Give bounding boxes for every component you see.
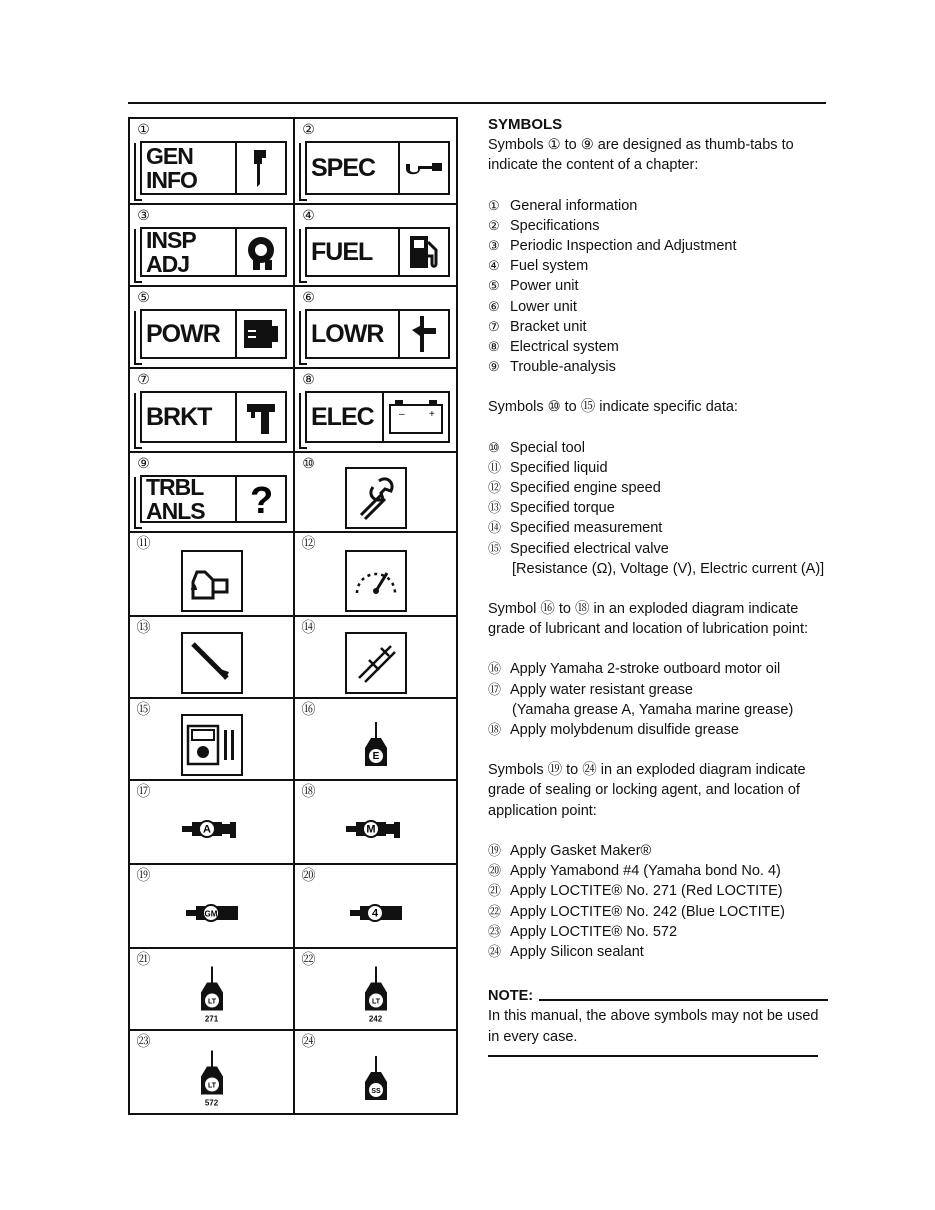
list-item: ⑫ Specified engine speed	[488, 480, 661, 497]
thumb-tab	[140, 391, 287, 443]
symbol-number: ⑱	[301, 783, 316, 799]
svg-text:GM: GM	[204, 909, 217, 919]
note-heading: NOTE:	[488, 986, 828, 1006]
symbol-cell	[293, 287, 456, 367]
caliper-icon	[345, 632, 407, 694]
top-rule	[128, 102, 826, 104]
list-item: ⑤ Power unit	[488, 278, 579, 295]
symbol-row	[130, 451, 456, 531]
symbol-number: ㉔	[301, 1033, 316, 1049]
thumb-tab	[140, 227, 287, 277]
symbol-row	[130, 531, 456, 615]
symbol-number: ⑲	[136, 867, 151, 883]
seal-intro-text: Symbols ⑲ to ㉔ in an exploded diagram indicate grade of sealing or locking agent, and location of application point:	[488, 762, 806, 819]
symbols-description	[488, 115, 828, 1057]
sealant-tube-icon	[348, 902, 404, 924]
list-item: ⑥ Lower unit	[488, 298, 577, 315]
symbol-cell	[130, 369, 293, 451]
grease-gun-icon	[180, 818, 244, 840]
symbol-number: ⑧	[302, 371, 315, 387]
wrench-icon	[237, 229, 285, 275]
symbol-cell	[293, 949, 456, 1029]
symbol-row	[130, 947, 456, 1029]
symbol-row	[130, 779, 456, 863]
thumb-tab-label: LOWR	[307, 311, 400, 357]
symbol-cell	[130, 781, 293, 863]
list-item: ⑩ Special tool	[488, 439, 585, 456]
symbol-row	[130, 203, 456, 285]
list-item: ㉑ Apply LOCTITE® No. 271 (Red LOCTITE)	[488, 883, 783, 900]
list-item: ⑯ Apply Yamaha 2-stroke outboard motor oil	[488, 661, 781, 678]
symbol-cell	[293, 1031, 456, 1113]
symbol-row	[130, 119, 456, 203]
symbol-row	[130, 367, 456, 451]
symbol-cell	[130, 287, 293, 367]
bottle-icon	[199, 967, 225, 1024]
lube-list	[488, 659, 828, 699]
list-item: ② Specifications	[488, 217, 600, 234]
symbol-number: ②	[302, 121, 315, 137]
symbol-number: ⑪	[136, 535, 151, 551]
list-item: ⑨ Trouble-analysis	[488, 359, 616, 376]
intro-text: Symbols ① to ⑨ are designed as thumb-tabs to indicate the content of a chapter:	[488, 137, 794, 174]
symbol-cell	[130, 119, 293, 203]
bottle-number: 242	[368, 1014, 383, 1024]
engine-icon	[237, 311, 285, 357]
symbol-cell	[130, 949, 293, 1029]
symbol-cell	[293, 205, 456, 285]
svg-text:4: 4	[371, 907, 378, 920]
battery-icon	[384, 393, 448, 441]
symbol-cell	[293, 617, 456, 697]
fuel-pump-icon	[400, 229, 448, 275]
list-item: ③ Periodic Inspection and Adjustment	[488, 238, 737, 255]
symbol-number: ⑩	[302, 455, 315, 471]
list-item: ⑧ Electrical system	[488, 339, 619, 356]
thumb-tab	[140, 141, 287, 195]
thumb-tab-label: ELEC	[307, 393, 384, 441]
symbol-row	[130, 697, 456, 779]
symbol-number: ⑫	[301, 535, 316, 551]
thumb-tab	[140, 309, 287, 359]
lube-sub-text: (Yamaha grease A, Yamaha marine grease)	[512, 701, 794, 718]
list-item: ⑲ Apply Gasket Maker®	[488, 842, 652, 859]
list-item: ⑬ Specified torque	[488, 500, 615, 517]
list-item: ⑰ Apply water resistant grease	[488, 681, 693, 698]
symbol-cell	[130, 533, 293, 615]
symbol-number: ④	[302, 207, 315, 223]
note-text: In this manual, the above symbols may not be used in every case.	[488, 1008, 819, 1045]
symbol-number: ⑮	[136, 701, 151, 717]
bracket-icon	[237, 393, 285, 441]
symbol-cell	[130, 865, 293, 947]
chapter-list	[488, 196, 828, 378]
svg-text:+: +	[429, 409, 435, 420]
bottle-icon	[199, 1050, 225, 1107]
thumb-tab	[305, 227, 450, 277]
thumb-tab-label: GEN INFO	[142, 143, 237, 193]
symbol-cell	[293, 865, 456, 947]
bottle-icon	[363, 1056, 389, 1102]
thumb-tab	[305, 309, 450, 359]
symbol-cell	[293, 119, 456, 203]
thumb-tab	[140, 475, 287, 523]
list-item: ④ Fuel system	[488, 258, 589, 275]
symbol-number: ⑭	[301, 619, 316, 635]
lower-unit-icon	[400, 311, 448, 357]
svg-text:M: M	[365, 823, 376, 836]
symbol-cell	[130, 1031, 293, 1113]
svg-text:?: ?	[250, 480, 274, 519]
symbol-number: ⑤	[137, 289, 150, 305]
thumb-tab-label: INSP ADJ	[142, 229, 237, 275]
lube-intro-text: Symbol ⑯ to ⑱ in an exploded diagram indicate grade of lubricant and location of lubrication point:	[488, 601, 809, 638]
symbol-number: ⑰	[136, 783, 151, 799]
symbol-cell	[293, 781, 456, 863]
list-item: ⑮ Specified electrical valve	[488, 540, 669, 557]
symbol-cell	[293, 533, 456, 615]
symbol-row	[130, 863, 456, 947]
thumb-tab-label: TRBL ANLS	[142, 477, 237, 521]
spec-icon	[400, 143, 448, 193]
grease-gun-icon	[344, 818, 408, 840]
thumb-tab-label: POWR	[142, 311, 237, 357]
symbol-number: ⑯	[301, 701, 316, 717]
list-item: ㉓ Apply LOCTITE® No. 572	[488, 923, 678, 940]
thumb-tab	[305, 141, 450, 195]
data-note-text: [Resistance (Ω), Voltage (V), Electric current (A)]	[512, 560, 825, 577]
symbol-row	[130, 1029, 456, 1113]
bottle-icon	[363, 722, 389, 768]
thumb-tab-label: FUEL	[307, 229, 400, 275]
section-title: SYMBOLS	[488, 116, 563, 133]
bottle-icon	[363, 967, 389, 1024]
symbol-cell	[130, 205, 293, 285]
svg-text:LT: LT	[207, 998, 216, 1006]
symbol-number: ⑥	[302, 289, 315, 305]
symbol-number: ⑬	[136, 619, 151, 635]
multimeter-icon	[181, 714, 243, 776]
bottle-number: 572	[204, 1098, 219, 1108]
special-tool-icon	[345, 467, 407, 529]
note-rule	[488, 1055, 818, 1057]
data-intro-text: Symbols ⑩ to ⑮ indicate specific data:	[488, 399, 738, 416]
thumb-tab	[305, 391, 450, 443]
symbol-number: ㉒	[301, 951, 316, 967]
list-item: ① General information	[488, 197, 638, 214]
svg-text:SS: SS	[370, 1087, 381, 1095]
list-item: ⑦ Bracket unit	[488, 318, 587, 335]
symbol-row	[130, 615, 456, 697]
symbol-grid	[128, 117, 458, 1115]
symbol-cell	[293, 699, 456, 779]
list-item: ㉔ Apply Silicon sealant	[488, 943, 644, 960]
thumb-tab-label: BRKT	[142, 393, 237, 441]
torque-wrench-icon	[181, 632, 243, 694]
symbol-number: ⑦	[137, 371, 150, 387]
bottle-number: 271	[204, 1014, 219, 1024]
svg-text:–: –	[399, 409, 405, 420]
outboard-motor-icon	[237, 143, 285, 193]
thumb-tab-label: SPEC	[307, 143, 400, 193]
symbol-number: ㉑	[136, 951, 151, 967]
symbol-number: ③	[137, 207, 150, 223]
svg-text:LT: LT	[371, 998, 380, 1006]
symbol-row	[130, 285, 456, 367]
seal-list	[488, 841, 828, 962]
list-item: ⑳ Apply Yamabond #4 (Yamaha bond No. 4)	[488, 863, 781, 880]
symbol-number: ㉓	[136, 1033, 151, 1049]
symbol-cell	[130, 699, 293, 779]
data-symbol-list	[488, 438, 828, 559]
list-item: ㉒ Apply LOCTITE® No. 242 (Blue LOCTITE)	[488, 903, 785, 920]
symbol-cell	[130, 453, 293, 531]
symbol-cell	[293, 369, 456, 451]
symbol-cell	[293, 453, 456, 531]
svg-text:A: A	[202, 823, 211, 836]
symbol-number: ⑳	[301, 867, 316, 883]
symbol-number: ①	[137, 121, 150, 137]
symbol-number: ⑨	[137, 455, 150, 471]
svg-text:LT: LT	[207, 1082, 216, 1090]
question-icon	[237, 477, 285, 521]
oil-can-icon	[181, 550, 243, 612]
list-item: ⑪ Specified liquid	[488, 459, 608, 476]
tachometer-icon	[345, 550, 407, 612]
list-item: ⑭ Specified measurement	[488, 520, 663, 537]
symbol-cell	[130, 617, 293, 697]
list-item: ⑱ Apply molybdenum disulfide grease	[488, 722, 739, 739]
svg-text:E: E	[372, 751, 379, 763]
sealant-tube-icon	[184, 902, 240, 924]
